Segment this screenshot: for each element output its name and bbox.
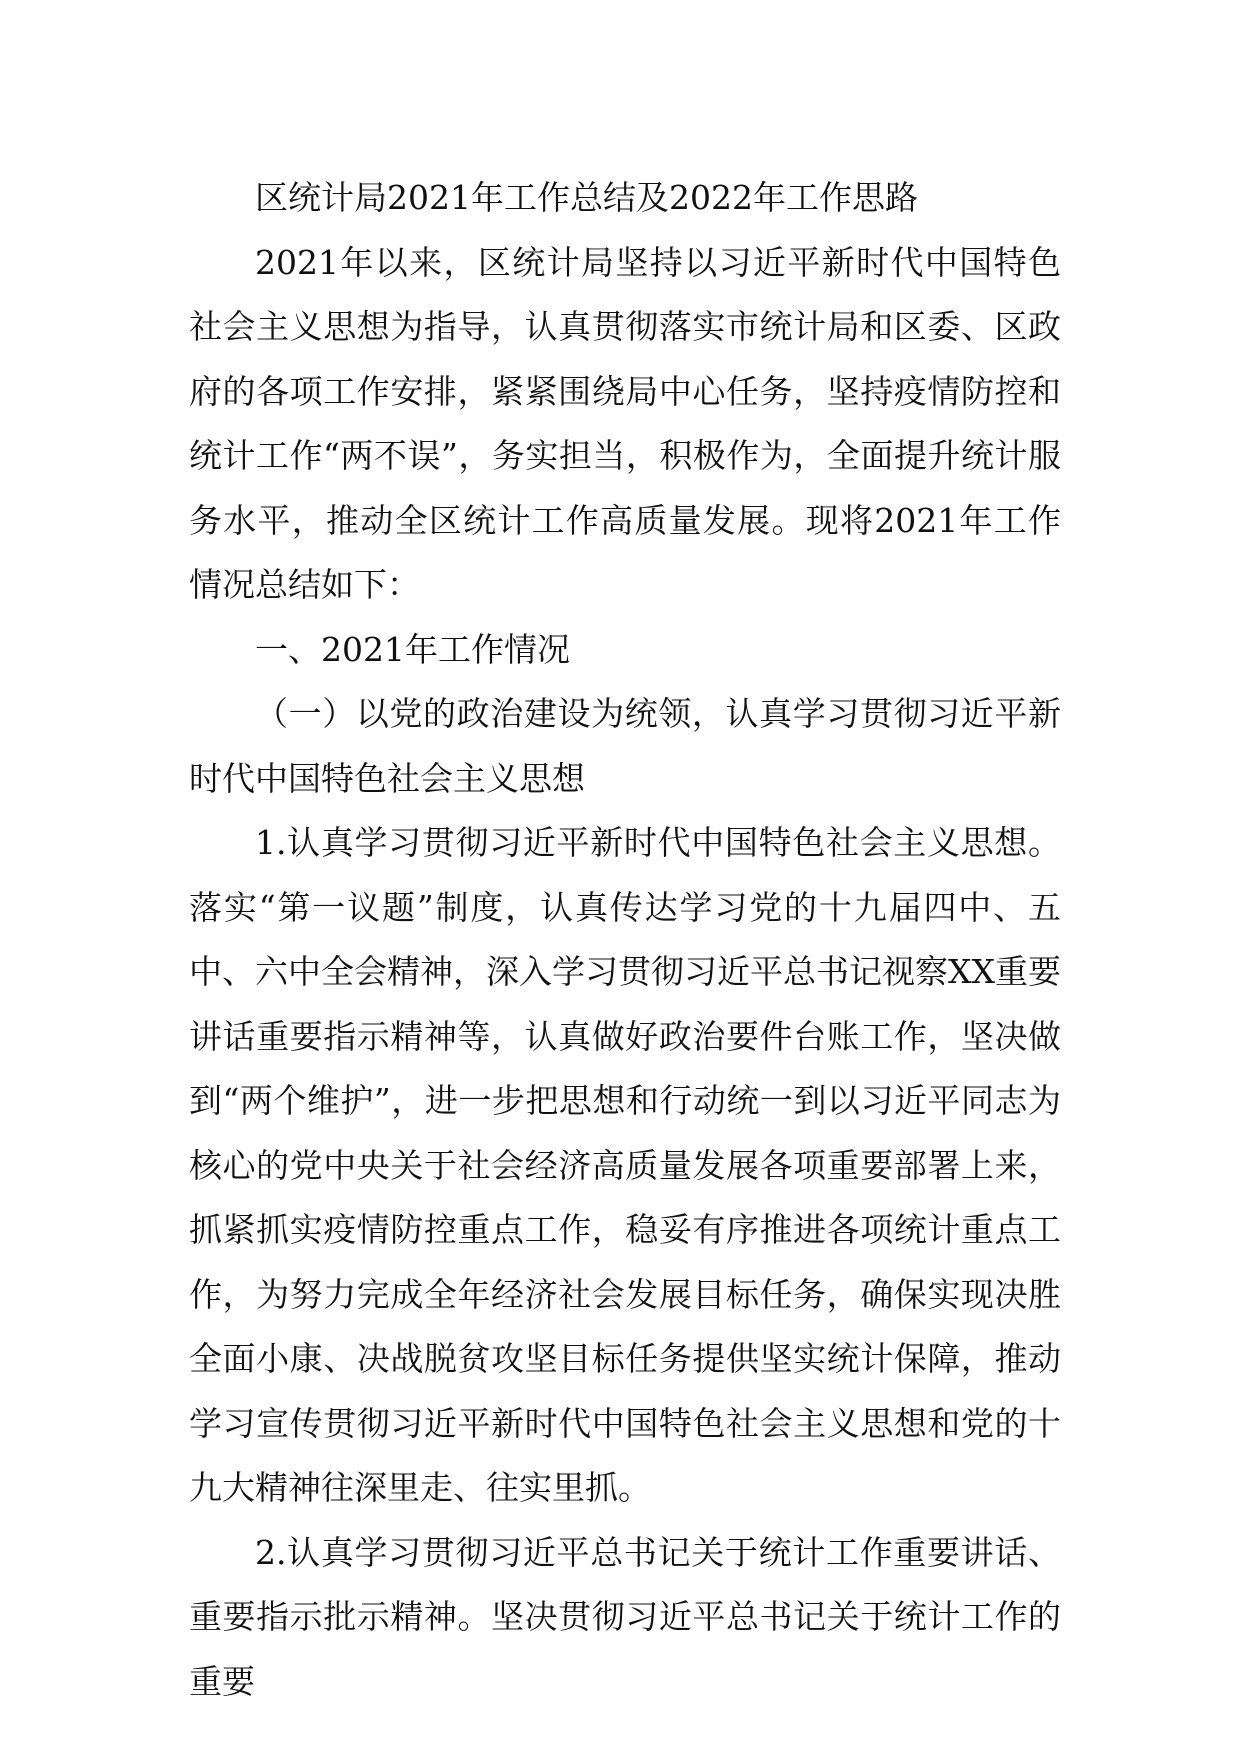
document-body	[189, 166, 1061, 1714]
section-heading-1: 一、2021年工作情况	[255, 629, 570, 669]
paragraph-intro: 2021年以来，区统计局坚持以习近平新时代中国特色社会主义思想为指导，认真贯彻落实市统计局和区委、区政府的各项工作安排，紧紧围绕局中心任务，坚持疫情防控和统计工作“两不误”，务实担当，积极作为，全面提升统计服务水平，推动全区统计工作高质量发展。现将2021年工作情况总结如下：	[189, 242, 1061, 604]
paragraph-item-2: 2.认真学习贯彻习近平总书记关于统计工作重要讲话、重要指示批示精神。坚决贯彻习近平总书记关于统计工作的重要	[189, 1532, 1061, 1701]
subsection-heading-1: （一）以党的政治建设为统领，认真学习贯彻习近平新时代中国特色社会主义思想	[189, 694, 1061, 798]
paragraph-item-1: 1.认真学习贯彻习近平新时代中国特色社会主义思想。落实“第一议题”制度，认真传达学习党的十九届四中、五中、六中全会精神，深入学习贯彻习近平总书记视察XX重要讲话重要指示精神等，认真做好政治要件台账工作，坚决做到“两个维护”，进一步把思想和行动统一到以习近平同志为核心的党中央关于社会经济高质量发展各项重要部署上来，抓紧抓实疫情防控重点工作，稳妥有序推进各项统计重点工作，为努力完成全年经济社会发展目标任务，确保实现决胜全面小康、决战脱贫攻坚目标任务提供坚实统计保障，推动学习宣传贯彻习近平新时代中国特色社会主义思想和党的十九大精神往深里走、往实里抓。	[189, 823, 1061, 1507]
document-title: 区统计局2021年工作总结及2022年工作思路	[255, 178, 918, 217]
